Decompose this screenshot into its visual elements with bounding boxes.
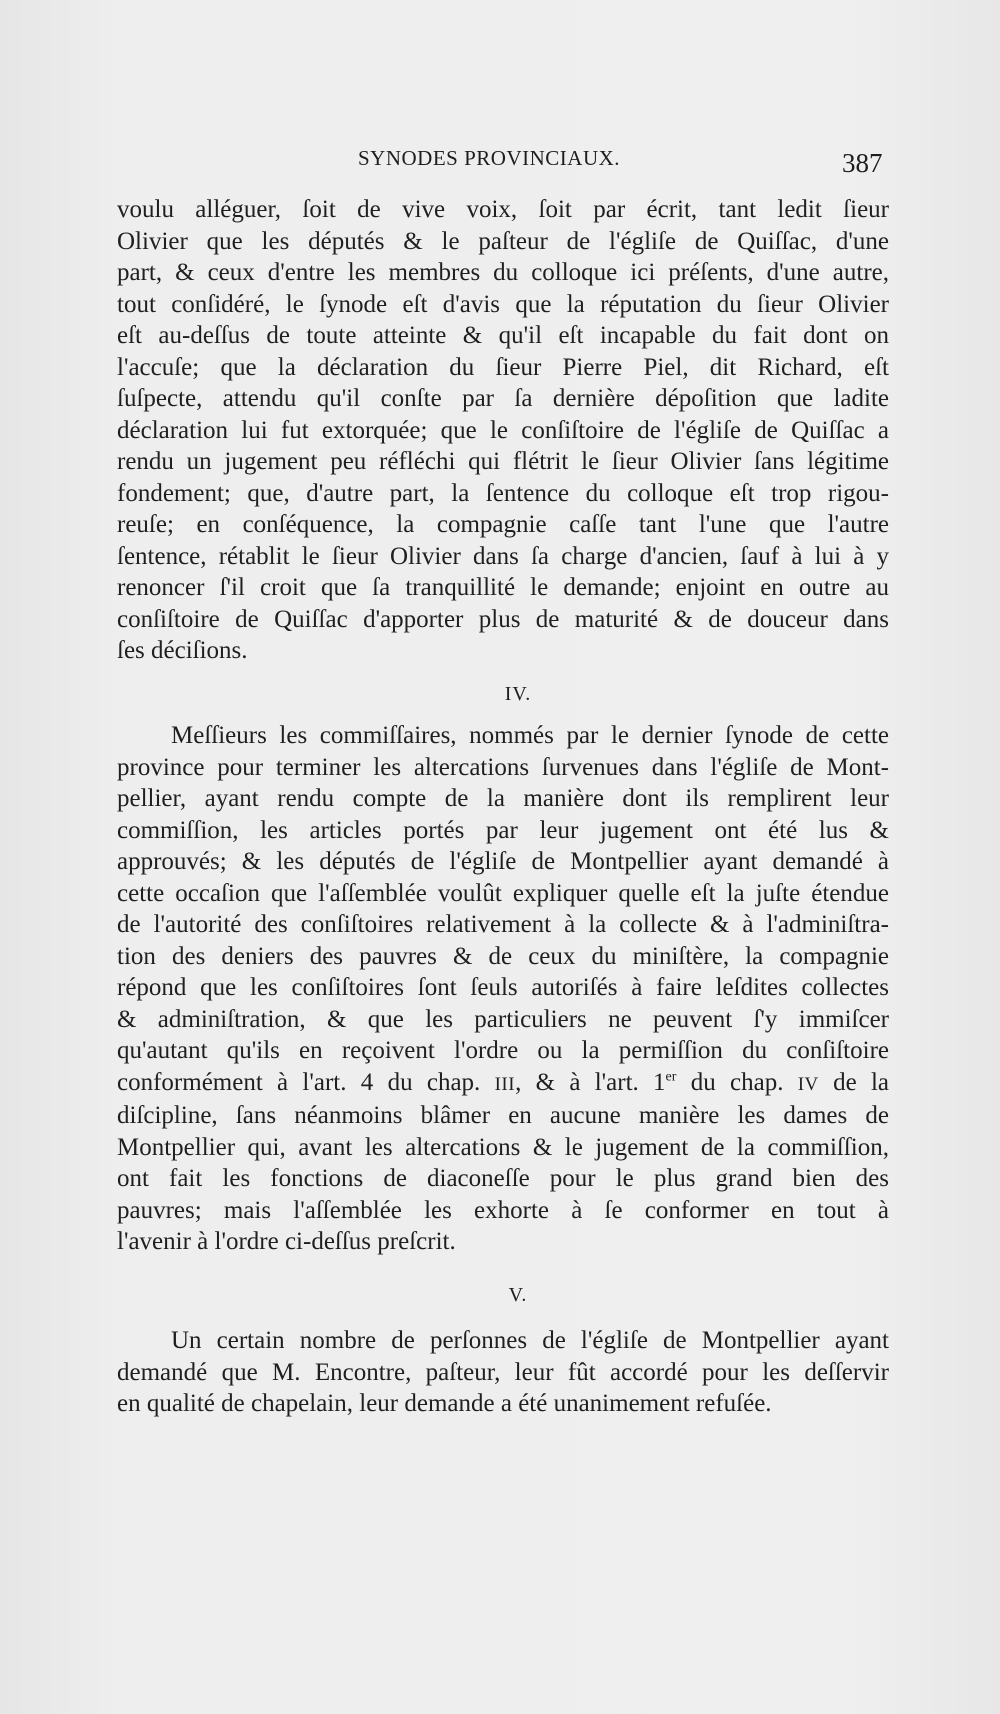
ref-text: de la	[818, 1068, 889, 1096]
text-line: qu'autant qu'ils en reçoivent l'ordre ou la permiſſion du conſiſtoire	[117, 1037, 889, 1064]
text-line: demandé que M. Encontre, paſteur, leur fût accordé pour les deſſervir	[117, 1358, 889, 1386]
text-line: Un certain nombre de perſonnes de l'égliſe de Montpellier ayant	[171, 1327, 889, 1354]
body-text	[117, 194, 889, 1420]
text-line: fondement; que, d'autre part, la ſentence du colloque eſt trop rigou-	[117, 479, 889, 507]
text-line: l'avenir à l'ordre ci-deſſus preſcrit.	[117, 1228, 456, 1255]
text-line: approuvés; & les députés de l'égliſe de Montpellier ayant demandé à	[117, 848, 889, 875]
text-line: l'accuſe; que la déclaration du ſieur Pierre Piel, dit Richard, eſt	[117, 353, 889, 381]
ref-text: , & à l'art. 1	[515, 1068, 666, 1096]
text-line: voulu alléguer, ſoit de vive voix, ſoit par écrit, tant ledit ſieur	[117, 196, 889, 223]
section-number-v: V.	[508, 1283, 528, 1306]
text-line: pellier, ayant rendu compte de la manière dont ils remplirent leur	[117, 785, 889, 812]
text-line: tout conſidéré, le ſynode eſt d'avis que la réputation du ſieur Olivier	[117, 290, 889, 318]
text-line: en qualité de chapelain, leur demande a été unanimement refuſée.	[117, 1390, 772, 1417]
text-line: cette occaſion que l'aſſemblée voulût expliquer quelle eſt la juſte étendue	[117, 879, 889, 907]
paragraph-continuation	[117, 194, 889, 667]
paragraph-section-iv	[117, 720, 889, 1258]
text-line: conſiſtoire de Quiſſac d'apporter plus de maturité & de douceur dans	[117, 605, 889, 633]
text-line: ſuſpecte, attendu qu'il conſte par ſa dernière dépoſition que ladite	[117, 385, 889, 412]
text-line: diſcipline, ſans néanmoins blâmer en aucune manière les dames de	[117, 1102, 889, 1129]
chapter-numeral: III	[494, 1073, 516, 1095]
text-line: tion des deniers des pauvres & de ceux du miniſtère, la compagnie	[117, 942, 889, 970]
text-line: & adminiſtration, & que les particuliers ne peuvent ſ'y immiſcer	[117, 1005, 889, 1033]
chapter-numeral: IV	[797, 1073, 819, 1095]
section-number-iv: IV.	[504, 682, 532, 705]
ref-text: conformément à l'art. 4 du chap.	[117, 1068, 495, 1096]
text-line: rendu un jugement peu réfléchi qui flétrit le ſieur Olivier ſans légitime	[117, 448, 889, 475]
text-line: renoncer ſ'il croit que ſa tranquillité le demande; enjoint en outre au	[117, 574, 889, 601]
text-line: Meſſieurs les commiſſaires, nommés par le dernier ſynode de cette	[171, 722, 889, 749]
text-line: eſt au-deſſus de toute atteinte & qu'il eſt incapable du fait dont on	[117, 322, 889, 349]
text-line: déclaration lui fut extorquée; que le conſiſtoire de l'égliſe de Quiſſac a	[117, 416, 889, 444]
text-line: de l'autorité des conſiſtoires relativement à la collecte & à l'adminiſtra-	[117, 911, 889, 938]
text-line: Olivier que les députés & le paſteur de l'égliſe de Quiſſac, d'une	[117, 227, 889, 255]
text-line: reuſe; en conſéquence, la compagnie caſſe tant l'une que l'autre	[117, 511, 889, 538]
text-line: ſentence, rétablit le ſieur Olivier dans ſa charge d'ancien, ſauf à lui à y	[117, 542, 889, 570]
text-line: Montpellier qui, avant les altercations & le jugement de la commiſſion,	[117, 1133, 889, 1161]
paragraph-section-v	[117, 1325, 889, 1420]
running-title: SYNODES PROVINCIAUX.	[358, 146, 621, 170]
ref-text: du chap.	[676, 1068, 798, 1096]
text-line-reference	[117, 1067, 889, 1101]
text-line: ont fait les fonctions de diaconeſſe pour le plus grand bien des	[117, 1165, 889, 1192]
page-number: 387	[842, 148, 883, 178]
text-line: province pour terminer les altercations ſurvenues dans l'égliſe de Mont-	[117, 753, 889, 781]
text-line: part, & ceux d'entre les membres du colloque ici préſents, d'une autre,	[117, 259, 889, 286]
ordinal-superscript: er	[665, 1069, 677, 1085]
text-line: commiſſion, les articles portés par leur jugement ont été lus &	[117, 816, 889, 844]
text-line: pauvres; mais l'aſſemblée les exhorte à ſe conformer en tout à	[117, 1196, 889, 1224]
text-line: répond que les conſiſtoires ſont ſeuls autoriſés à faire leſdites collectes	[117, 974, 889, 1001]
text-line: ſes déciſions.	[117, 637, 248, 664]
